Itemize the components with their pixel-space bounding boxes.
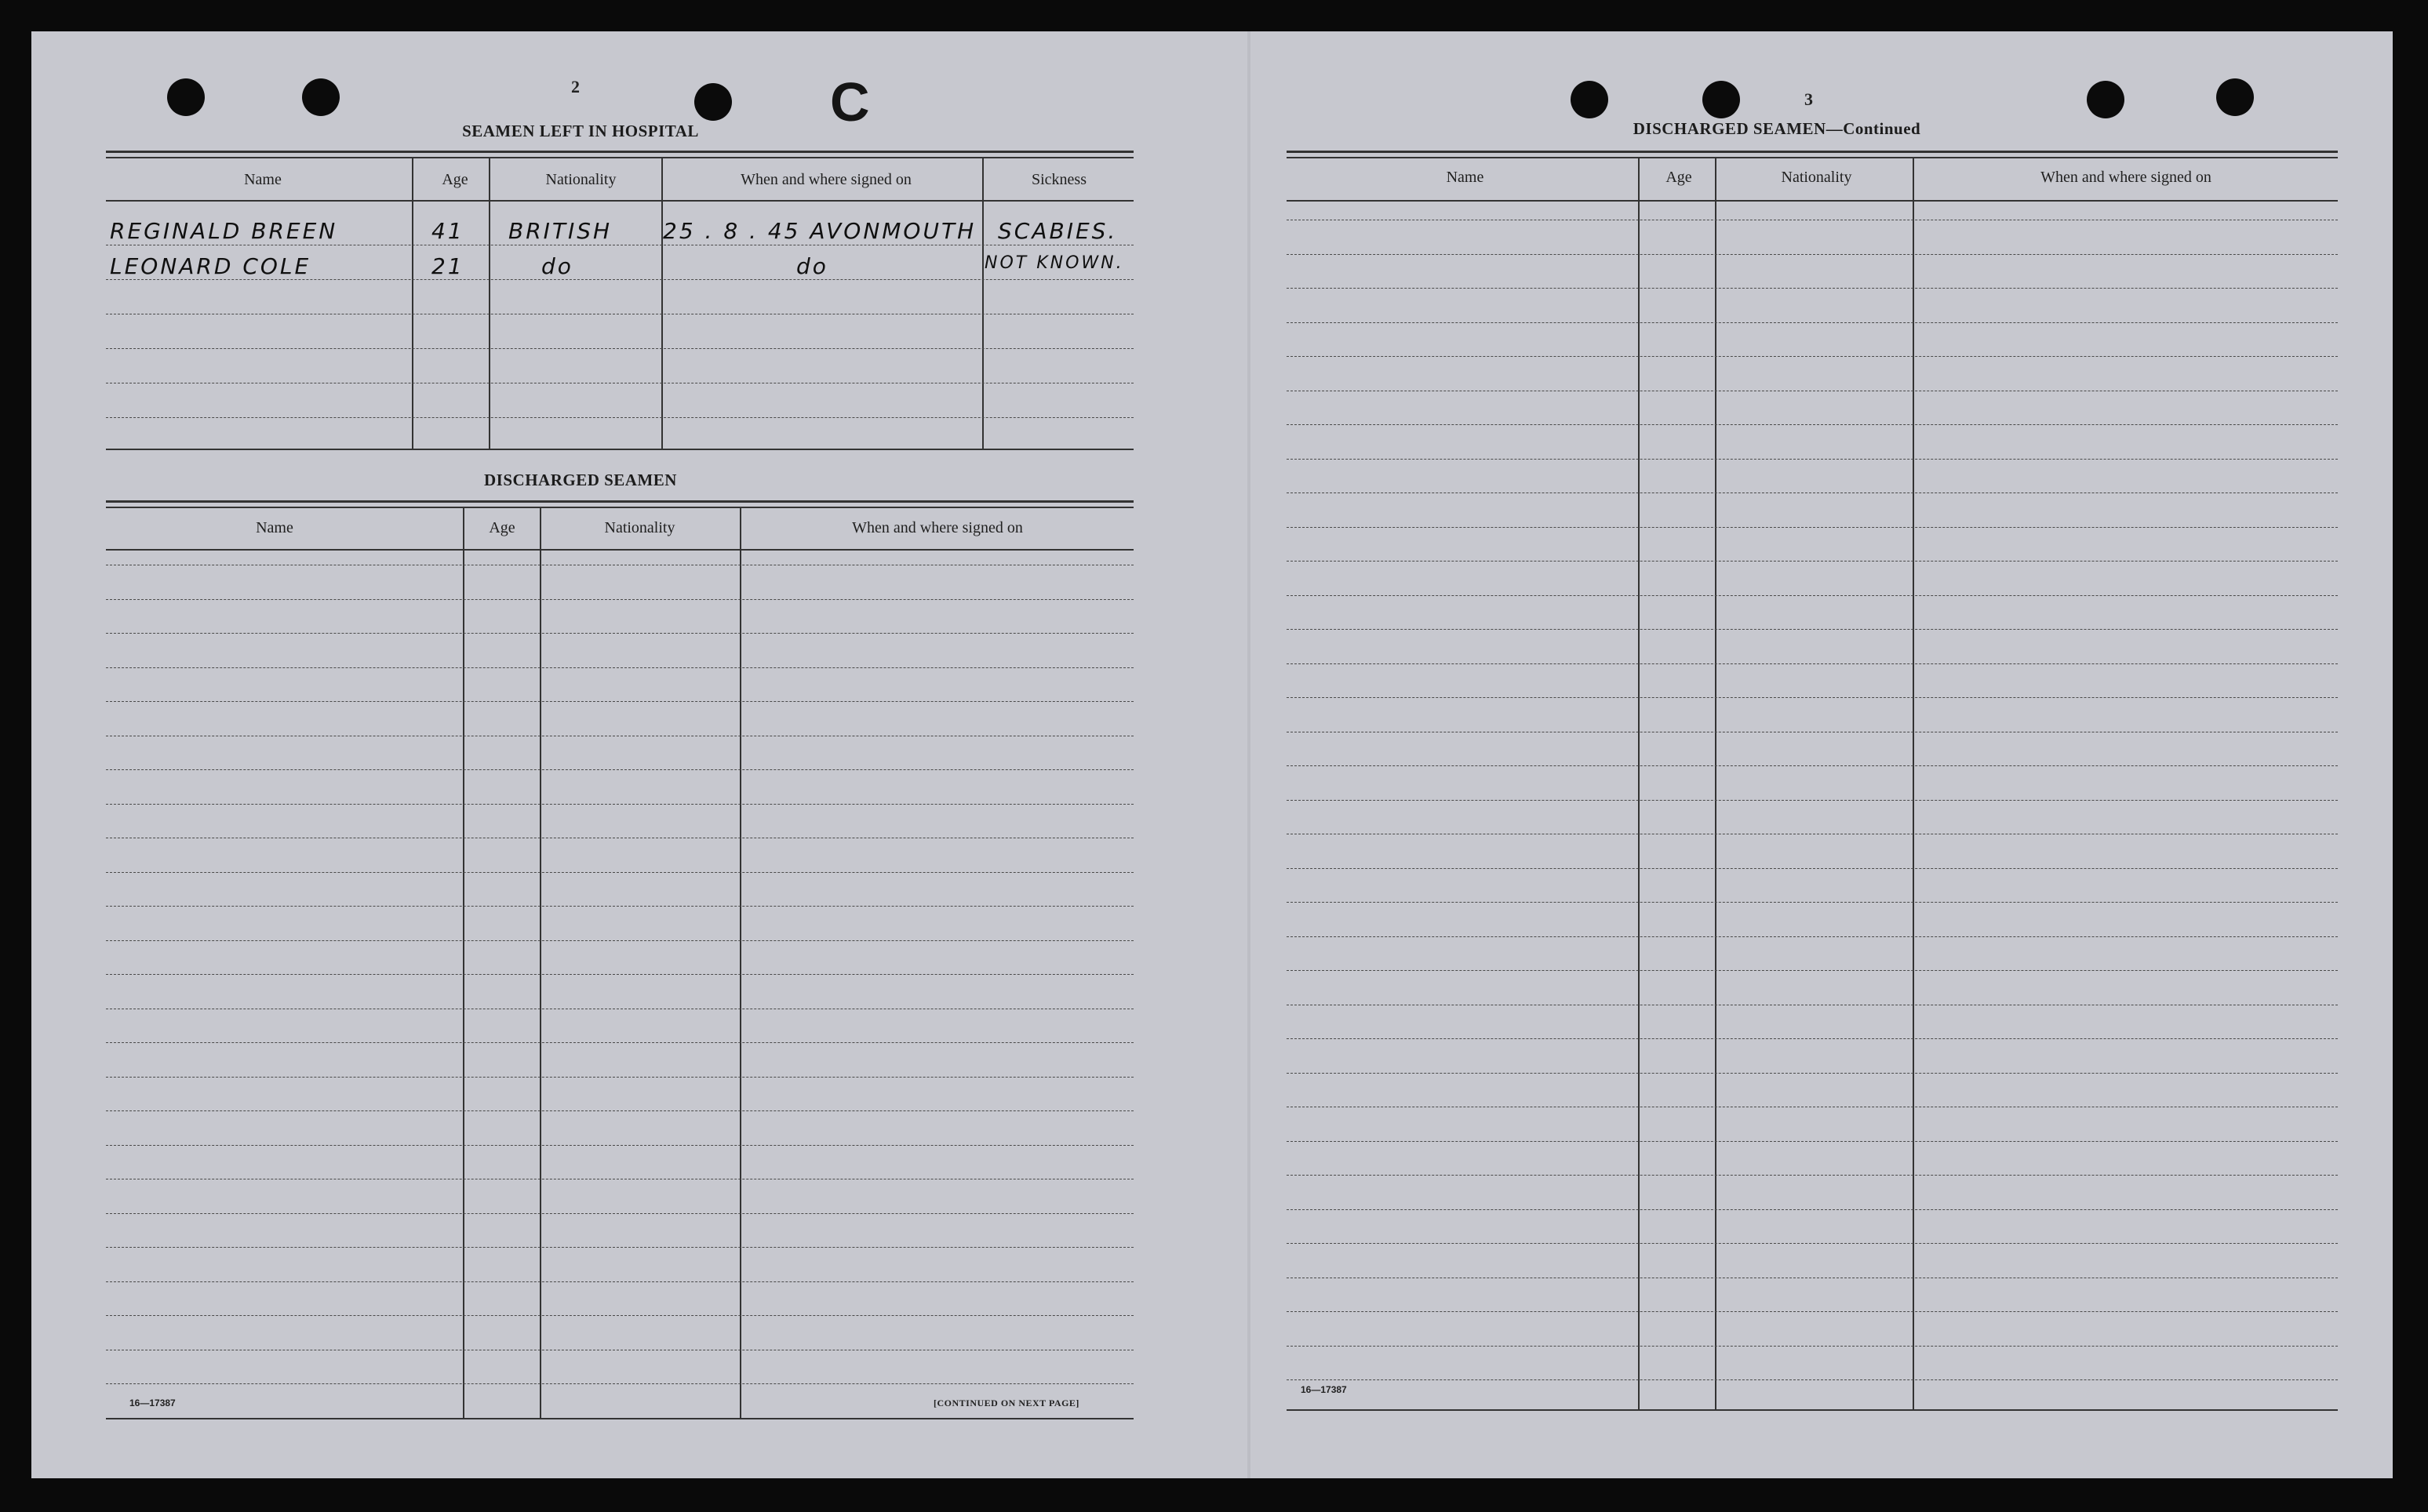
row-line (1287, 800, 2338, 801)
row-line (1287, 424, 2338, 425)
document-sheet (31, 31, 2393, 1478)
hospital-row-signed-on: do (796, 253, 828, 279)
hospital-row-sickness: NOT KNOWN. (985, 253, 1124, 273)
row-line (106, 872, 1134, 873)
right-header-name: Name (1446, 169, 1484, 186)
row-line (106, 769, 1134, 770)
row-line (1287, 1311, 2338, 1312)
hospital-row-name: REGINALD BREEN (110, 218, 338, 244)
section-end-rule (1287, 1409, 2338, 1411)
row-line (106, 1110, 1134, 1111)
row-line (1287, 288, 2338, 289)
page-fold (1247, 31, 1250, 1478)
row-line (106, 1042, 1134, 1043)
hospital-row-sickness: SCABIES. (998, 218, 1118, 244)
row-line (106, 599, 1134, 600)
row-line (1287, 663, 2338, 664)
column-divider (661, 158, 663, 449)
column-divider (412, 158, 413, 449)
row-line (1287, 765, 2338, 766)
row-line (1287, 595, 2338, 596)
row-line (1287, 1038, 2338, 1039)
row-line (106, 1077, 1134, 1078)
row-line (106, 1213, 1134, 1214)
section-rule (106, 151, 1134, 153)
header-rule (106, 549, 1134, 551)
continued-note: [CONTINUED ON NEXT PAGE] (934, 1398, 1079, 1408)
row-line (1287, 629, 2338, 630)
row-line (1287, 1141, 2338, 1142)
row-line (106, 348, 1134, 349)
row-line (106, 940, 1134, 941)
stamp-letter: C (830, 71, 870, 133)
hospital-header-nationality: Nationality (545, 171, 617, 188)
row-line (1287, 970, 2338, 971)
row-line (106, 279, 1134, 280)
punch-hole (694, 83, 732, 121)
section-rule (106, 507, 1134, 508)
column-divider (1715, 158, 1716, 1409)
form-number-left: 16—17387 (129, 1398, 176, 1408)
discharged-header-nationality: Nationality (604, 519, 675, 536)
row-line (1287, 356, 2338, 357)
column-divider (1638, 158, 1640, 1409)
hospital-header-signed-on: When and where signed on (741, 171, 912, 188)
section-end-rule (106, 449, 1134, 450)
section-rule (106, 500, 1134, 503)
right-header-age: Age (1665, 169, 1692, 186)
row-line (1287, 527, 2338, 528)
header-rule (1287, 200, 2338, 202)
discharged-header-name: Name (256, 519, 293, 536)
hospital-row-signed-on: 25 . 8 . 45 AVONMOUTH (663, 218, 977, 244)
row-line (1287, 1209, 2338, 1210)
row-line (1287, 1175, 2338, 1176)
column-divider (982, 158, 984, 449)
discharged-continued-title (1561, 119, 1993, 139)
hospital-section-title: SEAMEN LEFT IN HOSPITAL (462, 122, 699, 140)
section-rule (106, 157, 1134, 158)
discharged-section-title: DISCHARGED SEAMEN (484, 471, 677, 489)
column-divider (1913, 158, 1914, 1409)
row-line (1287, 322, 2338, 323)
discharged-continued-title-main: DISCHARGED SEAMEN (1633, 119, 1826, 138)
page-number-left: 2 (571, 77, 580, 96)
row-line (106, 1315, 1134, 1316)
right-header-signed-on: When and where signed on (2040, 169, 2211, 186)
row-line (1287, 697, 2338, 698)
hospital-row-nationality: do (541, 253, 573, 279)
row-line (106, 906, 1134, 907)
row-line (1287, 459, 2338, 460)
hospital-row-age: 41 (431, 218, 464, 244)
row-line (106, 1145, 1134, 1146)
row-line (106, 804, 1134, 805)
section-end-rule (106, 1418, 1134, 1419)
page-number-right: 3 (1804, 89, 1813, 109)
section-rule (1287, 157, 2338, 158)
row-line (1287, 1379, 2338, 1380)
column-divider (489, 158, 490, 449)
row-line (106, 1281, 1134, 1282)
hospital-row-age: 21 (431, 253, 464, 279)
discharged-header-age: Age (489, 519, 515, 536)
punch-hole (167, 78, 205, 116)
row-line (1287, 936, 2338, 937)
row-line (106, 667, 1134, 668)
section-rule (1287, 151, 2338, 153)
hospital-header-name: Name (244, 171, 282, 188)
row-line (1287, 1073, 2338, 1074)
header-rule (106, 200, 1134, 202)
row-line (1287, 1346, 2338, 1347)
hospital-row-name: LEONARD COLE (110, 253, 311, 279)
row-line (106, 417, 1134, 418)
punch-hole (2087, 81, 2124, 118)
hospital-header-sickness: Sickness (1032, 171, 1087, 188)
discharged-header-signed-on: When and where signed on (852, 519, 1023, 536)
right-header-nationality: Nationality (1781, 169, 1852, 186)
punch-hole (1571, 81, 1608, 118)
punch-hole (2216, 78, 2254, 116)
punch-hole (302, 78, 340, 116)
row-line (1287, 902, 2338, 903)
form-number-right: 16—17387 (1301, 1384, 1347, 1395)
row-line (1287, 492, 2338, 493)
row-line (1287, 1243, 2338, 1244)
row-line (1287, 868, 2338, 869)
row-line (106, 633, 1134, 634)
row-line (106, 701, 1134, 702)
discharged-continued-suffix: —Continued (1826, 119, 1921, 138)
hospital-row-nationality: BRITISH (508, 218, 613, 244)
row-line (106, 1247, 1134, 1248)
row-line (1287, 254, 2338, 255)
hospital-header-age: Age (442, 171, 468, 188)
row-line (106, 974, 1134, 975)
row-line (1287, 561, 2338, 562)
punch-hole (1702, 81, 1740, 118)
row-line (106, 1383, 1134, 1384)
